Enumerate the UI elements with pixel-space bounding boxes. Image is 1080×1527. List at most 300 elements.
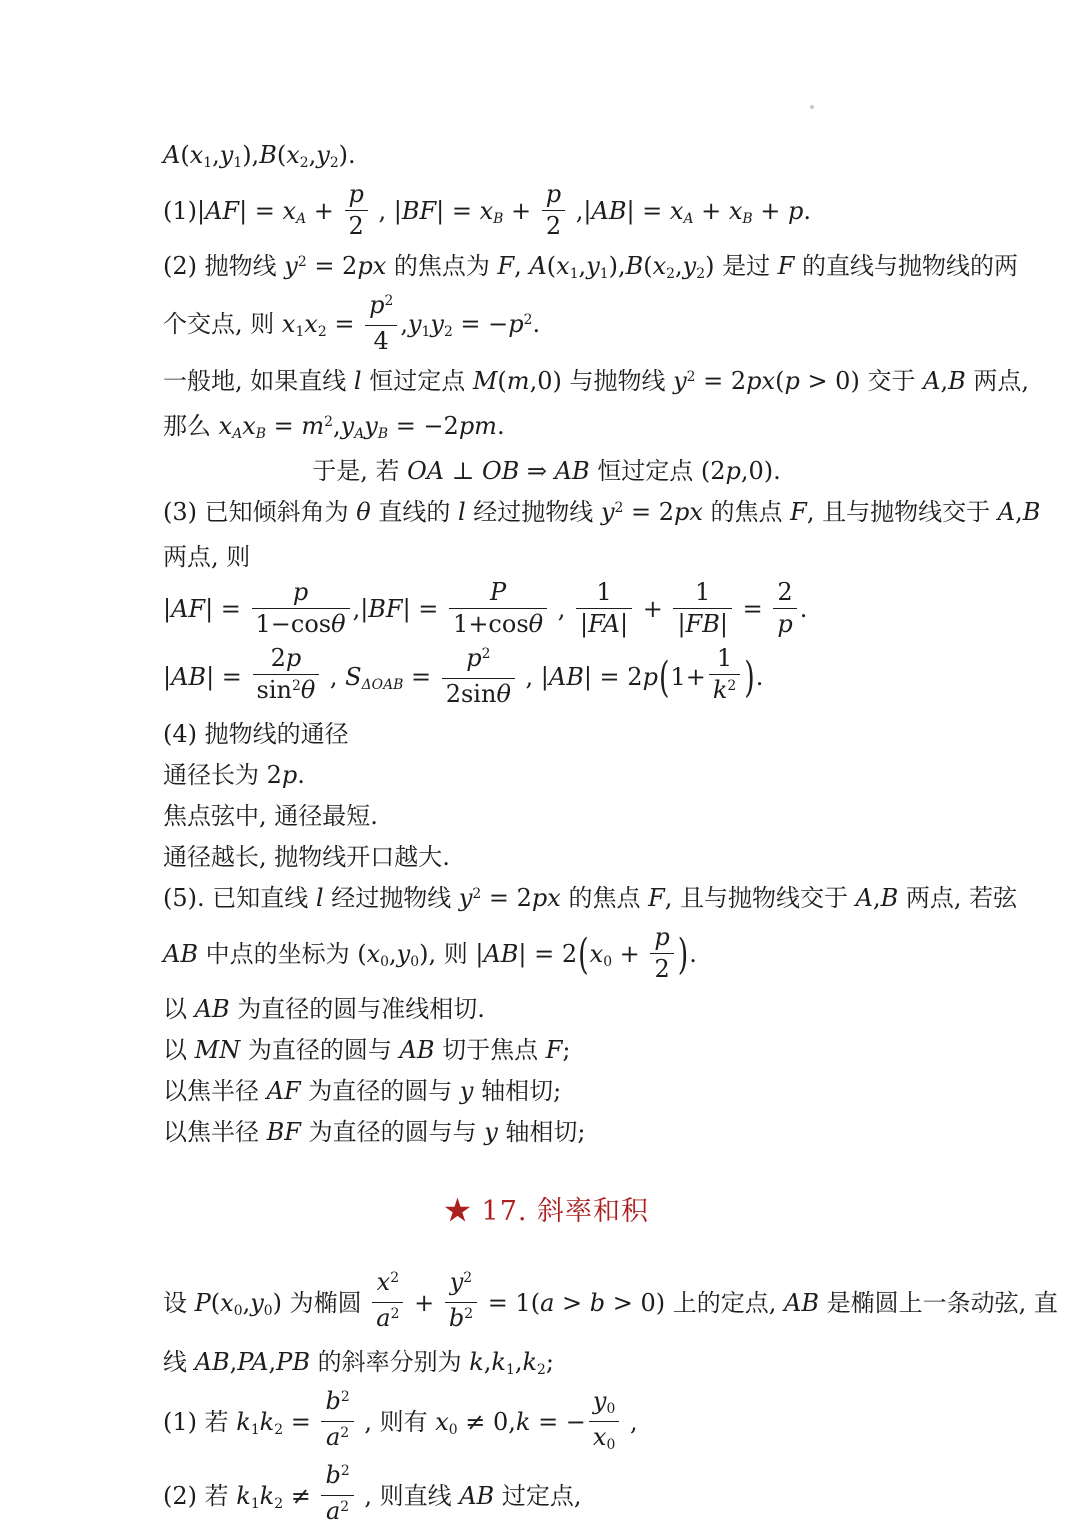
text-run: 为直径的圆与: [240, 1036, 400, 1064]
fraction: [321, 1462, 353, 1527]
math-italic: BF: [368, 595, 403, 623]
math-upright: | =: [402, 595, 447, 623]
superscript: 2: [297, 254, 307, 271]
math-italic: y: [407, 310, 422, 338]
math-upright: = 2: [623, 498, 674, 526]
math-upright: |: [163, 663, 172, 691]
math-italic: AF: [171, 595, 206, 623]
document-line-12: [163, 717, 930, 751]
math-upright: ,: [229, 1348, 238, 1376]
text-run: 通径长为: [163, 761, 267, 789]
big-paren: (: [658, 653, 670, 702]
math-upright: (4): [163, 720, 205, 748]
math-italic: p: [654, 923, 670, 951]
subscript: 1: [203, 154, 213, 171]
math-italic: x: [220, 1289, 234, 1317]
subscript: A: [296, 210, 307, 227]
math-upright: 1+: [670, 663, 706, 691]
math-upright: (2: [700, 457, 726, 485]
math-italic: AB: [399, 1036, 435, 1064]
superscript: 2: [340, 1389, 350, 1406]
math-italic: b: [325, 1387, 341, 1415]
math-upright: ,: [356, 1408, 380, 1436]
math-italic: k: [522, 1348, 538, 1376]
math-upright: (: [643, 252, 653, 280]
text-run: 抛物线: [204, 252, 285, 280]
math-upright: +: [693, 197, 729, 225]
math-upright: ,: [514, 1348, 523, 1376]
math-upright: ≠: [283, 1482, 319, 1510]
math-italic: y: [592, 1387, 607, 1415]
superscript: 2: [472, 886, 482, 903]
text-run: 以焦半径: [163, 1118, 267, 1146]
math-upright: =: [734, 595, 771, 623]
text-run: 且与抛物线交于: [822, 498, 998, 526]
math-italic: AB: [591, 197, 627, 225]
math-italic: B: [625, 252, 644, 280]
math-upright: |: [677, 610, 686, 638]
text-run: 抛物线的通径: [204, 720, 349, 748]
subscript: A: [232, 425, 243, 442]
math-upright: ),: [419, 940, 444, 968]
math-upright: |: [475, 940, 484, 968]
fraction: [252, 579, 350, 638]
subscript: ΔOAB: [361, 676, 404, 693]
big-paren: ): [677, 930, 689, 979]
math-upright: 2: [270, 644, 286, 672]
math-upright: ): [705, 252, 723, 280]
math-upright: =: [266, 412, 302, 440]
document-line-19: [163, 1033, 930, 1067]
text-run: 焦点弦中, 通径最短.: [163, 802, 378, 830]
math-upright: ,: [400, 310, 408, 338]
math-italic: x: [479, 197, 494, 225]
math-upright: ⊥: [444, 457, 482, 485]
math-upright: 2: [545, 212, 562, 240]
math-upright: 2sin: [445, 680, 497, 708]
superscript: 2: [464, 1306, 474, 1323]
math-italic: MN: [194, 1036, 241, 1064]
math-italic: PB: [276, 1348, 310, 1376]
fraction: [589, 1388, 619, 1455]
math-upright: +: [752, 197, 789, 225]
subscript: 1: [233, 154, 243, 171]
math-italic: pm: [458, 412, 497, 440]
math-italic: P: [489, 578, 507, 606]
math-italic: S: [345, 663, 362, 691]
math-italic: p: [725, 457, 741, 485]
fraction: [321, 1388, 353, 1455]
math-italic: B: [1022, 498, 1041, 526]
subscript: B: [255, 425, 267, 442]
subscript: 2: [443, 323, 453, 340]
subscript: 1: [569, 265, 579, 282]
math-italic: y: [430, 310, 444, 338]
math-upright: 1: [716, 644, 733, 672]
text-run: 则有: [379, 1408, 436, 1436]
math-italic: AF: [205, 197, 240, 225]
math-italic: y: [396, 940, 411, 968]
math-upright: ;: [562, 1036, 571, 1064]
math-italic: AB: [483, 940, 519, 968]
math-italic: p: [777, 610, 793, 638]
math-upright: |: [163, 595, 172, 623]
text-run: 的焦点: [702, 498, 791, 526]
math-upright: .: [496, 412, 505, 440]
math-upright: 1+cos: [453, 610, 529, 638]
document-lines: [163, 138, 1058, 1527]
math-upright: (2): [163, 1482, 205, 1510]
math-upright: 2: [266, 761, 282, 789]
math-italic: F: [545, 1036, 563, 1064]
superscript: 2: [340, 1463, 350, 1480]
math-upright: = 2: [481, 884, 532, 912]
text-run: ★ 17. 斜率和积: [443, 1196, 650, 1227]
big-paren: (: [578, 930, 589, 979]
math-italic: k: [469, 1348, 484, 1376]
fraction: [345, 181, 368, 240]
math-italic: x: [282, 197, 297, 225]
subscript: 2: [329, 154, 339, 171]
math-upright: ,: [1015, 498, 1023, 526]
fraction: [650, 924, 673, 983]
math-italic: F: [790, 498, 807, 526]
fraction: [445, 1269, 477, 1336]
math-italic: p: [285, 644, 302, 672]
math-upright: ,: [333, 412, 341, 440]
math-italic: l: [353, 367, 362, 395]
text-run: 直线的: [370, 498, 458, 526]
math-italic: p: [545, 180, 562, 208]
math-upright: | =: [206, 663, 250, 691]
math-italic: y: [458, 884, 473, 912]
math-italic: A: [997, 498, 1016, 526]
subscript: A: [354, 425, 365, 442]
math-upright: ,|: [352, 595, 369, 623]
document-line-17: [163, 923, 930, 985]
math-italic: AB: [554, 457, 590, 485]
math-upright: = 2: [695, 367, 747, 395]
superscript: 2: [523, 312, 533, 329]
math-italic: x: [669, 197, 684, 225]
math-italic: x: [592, 1423, 607, 1451]
math-italic: F: [497, 252, 515, 280]
math-upright: ,0): [529, 367, 570, 395]
math-upright: | =: [436, 197, 480, 225]
math-upright: ;: [545, 1348, 554, 1376]
subscript: 2: [317, 323, 327, 340]
text-run: 两点, 则: [163, 543, 251, 571]
document-line-20: [163, 1074, 930, 1108]
text-run: 的焦点: [560, 884, 649, 912]
document-line-6: [163, 409, 930, 447]
math-italic: k: [491, 1348, 506, 1376]
math-italic: x: [218, 412, 233, 440]
document-line-15: [163, 840, 930, 874]
math-upright: > 0): [799, 367, 868, 395]
math-italic: k: [236, 1408, 251, 1436]
text-run: 则直线: [379, 1482, 460, 1510]
math-upright: ,: [389, 940, 397, 968]
math-italic: θ: [356, 498, 371, 526]
text-run: 轴相切: [473, 1077, 554, 1105]
math-upright: (5).: [163, 884, 213, 912]
text-run: 经过抛物线: [323, 884, 459, 912]
document-line-13: [163, 758, 930, 792]
text-run: 于是, 若: [312, 457, 408, 485]
math-italic: x: [366, 940, 381, 968]
math-italic: k: [236, 1482, 251, 1510]
math-upright: ): [272, 1289, 290, 1317]
math-upright: ;: [577, 1118, 586, 1146]
superscript: 2: [340, 1425, 350, 1442]
fraction: [773, 579, 796, 638]
text-run: 为直径的圆与: [300, 1077, 460, 1105]
superscript: 2: [291, 678, 301, 695]
math-italic: k: [515, 1408, 531, 1436]
document-line-23: [163, 1268, 1058, 1338]
math-upright: =: [283, 1408, 319, 1436]
math-italic: y: [250, 1289, 264, 1317]
text-run: 已知倾斜角为: [204, 498, 357, 526]
document-line-2: [163, 180, 930, 242]
math-upright: |: [719, 610, 728, 638]
math-italic: x: [728, 197, 743, 225]
math-upright: 2: [777, 578, 793, 606]
subscript: B: [377, 425, 389, 442]
math-upright: sin: [256, 676, 292, 704]
math-italic: p: [642, 663, 658, 691]
math-upright: ,: [356, 1482, 380, 1510]
text-run: 的斜率分别为: [309, 1348, 470, 1376]
math-italic: x: [189, 141, 204, 169]
text-run: 且与抛物线交于: [672, 884, 856, 912]
fraction: [253, 645, 320, 708]
text-run: 个交点, 则: [163, 310, 282, 338]
math-upright: (: [497, 367, 507, 395]
math-italic: B: [259, 141, 277, 169]
math-upright: 1−cos: [255, 610, 332, 638]
superscript: 2: [481, 646, 491, 663]
math-italic: y: [673, 367, 687, 395]
math-italic: y: [284, 252, 298, 280]
math-italic: y: [364, 412, 378, 440]
document-line-25: [163, 1387, 930, 1457]
text-run: 为椭圆: [289, 1289, 370, 1317]
math-upright: (3): [163, 498, 205, 526]
math-italic: AB: [171, 663, 207, 691]
math-upright: = 2: [306, 252, 358, 280]
fraction: [673, 579, 731, 638]
subscript: 1: [250, 1495, 260, 1512]
section-heading: [163, 1195, 930, 1229]
math-upright: = −2: [388, 412, 459, 440]
math-upright: (1)|: [163, 197, 206, 225]
math-upright: .: [799, 595, 808, 623]
text-run: 交于: [867, 367, 924, 395]
superscript: 2: [390, 1270, 400, 1287]
text-run: 为直径的圆与与: [300, 1118, 485, 1146]
fraction: [365, 292, 397, 355]
text-run: 两点, 若弦: [898, 884, 1018, 912]
math-italic: a: [540, 1289, 555, 1317]
document-line-11: [163, 644, 930, 710]
math-italic: AB: [459, 1482, 495, 1510]
math-italic: θ: [496, 680, 511, 708]
math-italic: y: [340, 412, 355, 440]
subscript: 2: [299, 154, 309, 171]
math-italic: px: [674, 498, 703, 526]
math-italic: A: [855, 884, 873, 912]
subscript: 0: [606, 1436, 616, 1453]
document-line-14: [163, 799, 930, 833]
subscript: 1: [250, 1421, 260, 1438]
math-italic: AB: [194, 995, 230, 1023]
math-upright: |: [579, 610, 589, 638]
document-line-16: [163, 881, 1018, 919]
text-run: 则: [443, 940, 476, 968]
math-italic: B: [948, 367, 966, 395]
math-upright: +: [635, 595, 671, 623]
math-italic: BF: [266, 1118, 301, 1146]
subscript: 1: [599, 265, 609, 282]
subscript: 1: [505, 1361, 515, 1378]
superscript: 2: [324, 414, 334, 431]
math-italic: M: [472, 367, 498, 395]
math-italic: OB: [481, 457, 520, 485]
math-upright: ),: [608, 252, 626, 280]
subscript: 0: [603, 953, 613, 970]
math-italic: AB: [163, 940, 198, 968]
document-line-4: [163, 291, 930, 357]
math-upright: (: [775, 367, 785, 395]
math-upright: >: [554, 1289, 590, 1317]
math-italic: B: [880, 884, 899, 912]
math-upright: .: [755, 663, 764, 691]
math-upright: .: [803, 197, 812, 225]
math-italic: p: [292, 578, 309, 606]
text-run: 恒过定点: [589, 457, 701, 485]
text-run: 是过: [722, 252, 778, 280]
math-italic: θ: [528, 610, 544, 638]
fraction: [542, 181, 565, 240]
math-italic: k: [259, 1482, 275, 1510]
math-italic: x: [652, 252, 667, 280]
math-upright: (1): [163, 1408, 205, 1436]
math-upright: +: [503, 197, 539, 225]
text-run: 经过抛物线: [465, 498, 601, 526]
math-upright: .: [532, 310, 541, 338]
math-italic: p: [369, 291, 385, 319]
fraction: [372, 1269, 403, 1336]
math-italic: FA: [588, 610, 620, 638]
text-run: 以: [163, 995, 195, 1023]
math-italic: p: [788, 197, 804, 225]
math-italic: px: [531, 884, 561, 912]
text-run: 两点,: [965, 367, 1029, 395]
subscript: 0: [380, 953, 390, 970]
math-upright: ,: [664, 884, 673, 912]
superscript: 2: [340, 1499, 350, 1516]
text-run: 通径越长, 抛物线开口越大.: [163, 843, 450, 871]
math-upright: ,: [550, 595, 573, 623]
math-italic: k: [259, 1408, 275, 1436]
math-upright: ,: [268, 1348, 277, 1376]
math-italic: x: [286, 141, 300, 169]
subscript: 2: [537, 1361, 546, 1378]
text-run: 一般地, 如果直线: [163, 367, 354, 395]
math-italic: F: [777, 252, 795, 280]
superscript: 2: [384, 293, 394, 310]
math-italic: m: [301, 412, 325, 440]
math-upright: ,: [675, 252, 683, 280]
math-italic: A: [923, 367, 941, 395]
math-italic: A: [163, 141, 181, 169]
math-upright: (: [276, 141, 287, 169]
math-italic: y: [459, 1077, 474, 1105]
math-italic: y: [449, 1268, 464, 1296]
math-italic: y: [484, 1118, 498, 1146]
math-upright: +: [612, 940, 648, 968]
math-italic: p: [784, 367, 800, 395]
math-italic: b: [589, 1289, 606, 1317]
math-upright: (2): [163, 252, 205, 280]
superscript: 2: [390, 1306, 400, 1323]
subscript: 2: [666, 265, 676, 282]
math-italic: b: [325, 1461, 341, 1489]
math-italic: k: [712, 676, 728, 704]
math-upright: | = 2: [518, 940, 578, 968]
document-line-3: [163, 249, 1019, 287]
math-upright: ),: [242, 141, 260, 169]
document-line-1: [163, 138, 930, 176]
text-run: 与抛物线: [569, 367, 674, 395]
fraction: [709, 645, 740, 708]
math-upright: ,|: [568, 197, 592, 225]
math-upright: = −: [452, 310, 509, 338]
document-line-10: [163, 578, 930, 640]
text-run: 若: [204, 1408, 237, 1436]
math-upright: | =: [239, 197, 283, 225]
text-run: 的焦点为: [386, 252, 498, 280]
math-italic: AB: [548, 663, 584, 691]
text-run: 轴相切: [497, 1118, 578, 1146]
math-upright: ,: [242, 1289, 251, 1317]
math-italic: p: [281, 761, 298, 789]
math-italic: px: [357, 252, 387, 280]
subscript: 0: [606, 1400, 616, 1417]
math-italic: y: [682, 252, 697, 280]
math-upright: |: [619, 610, 629, 638]
math-italic: x: [556, 252, 570, 280]
math-italic: F: [648, 884, 665, 912]
math-italic: PA: [237, 1348, 269, 1376]
math-upright: 2: [348, 212, 364, 240]
document-line-18: [163, 992, 930, 1026]
math-italic: a: [376, 1304, 391, 1332]
subscript: 0: [233, 1302, 243, 1319]
math-upright: 1: [695, 578, 711, 606]
math-upright: .: [689, 940, 697, 968]
fraction: [449, 579, 547, 638]
math-italic: p: [466, 644, 482, 672]
math-upright: = −: [530, 1408, 586, 1436]
text-run: 恒过定点: [361, 367, 473, 395]
subscript: 2: [274, 1495, 284, 1512]
math-italic: px: [746, 367, 776, 395]
fraction: [576, 579, 632, 638]
math-upright: | = 2: [583, 663, 643, 691]
